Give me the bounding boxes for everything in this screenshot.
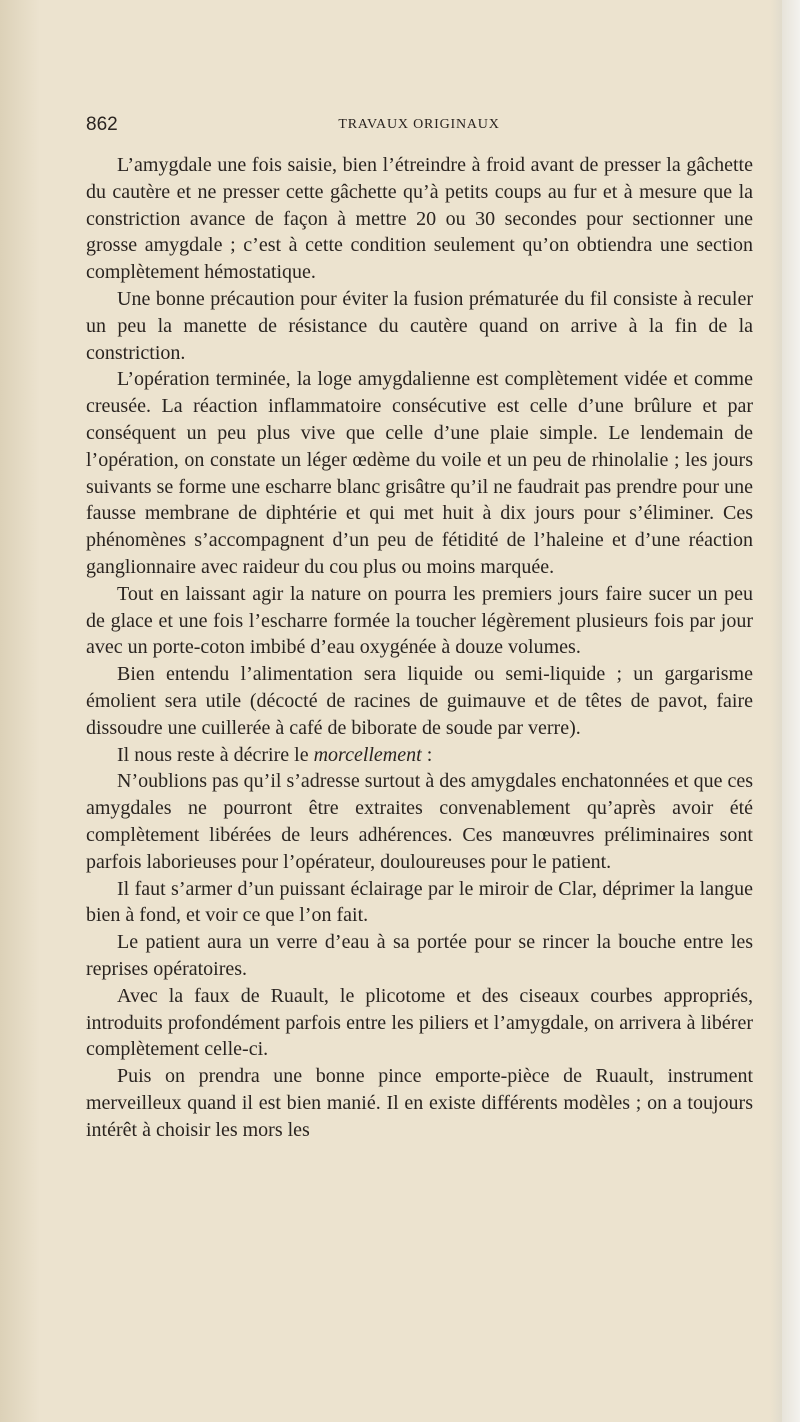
paragraph: Le patient aura un verre d’eau à sa portée pour se rincer la bouche entre les reprises opératoires. — [86, 931, 753, 980]
page-edge — [782, 0, 800, 1422]
paragraph: Tout en laissant agir la nature on pourra les premiers jours faire sucer un peu de glace et une fois l’escharre formée la toucher légèrement plusieurs fois par jour avec un porte-coton imbibé d’eau oxygénée à douze volumes. — [86, 582, 753, 659]
paragraph-morcellement — [86, 742, 753, 769]
page-header — [86, 114, 752, 142]
paragraph: Il faut s’armer d’un puissant éclairage par le miroir de Clar, déprimer la langue bien à fond, et voir ce que l’on fait. — [86, 877, 753, 927]
page-number: 862 — [86, 114, 118, 135]
paragraph: Puis on prendra une bonne pince emporte-pièce de Ruault, instrument merveilleux quand il est bien manié. Il en existe différents modèles ; on a toujours intérêt à choisir les mors les — [86, 1065, 753, 1141]
paragraph: Bien entendu l’alimentation sera liquide ou semi-liquide ; un gargarisme émolient sera utile (décocté de racines de guimauve et de têtes de pavot, faire dissoudre une cuillerée à café de biborate de soude par verre). — [86, 663, 753, 739]
italic-term: morcellement — [313, 743, 422, 766]
paragraph: L’amygdale une fois saisie, bien l’étreindre à froid avant de presser la gâchette du cautère et ne presser cette gâchette qu’à petits coups au fur et à mesure que la constriction avance de façon à mettre 20 ou 30 secondes pour sectionner une grosse amygdale ; c’est à cette condition seulement qu’on obtiendra une section complètement hémostatique. — [86, 154, 753, 284]
paragraph: Avec la faux de Ruault, le plicotome et des ciseaux courbes appropriés, introduits profondément parfois entre les piliers et l’amygdale, on arrivera à libérer complètement celle-ci. — [86, 984, 753, 1061]
paragraph: L’opération terminée, la loge amygdalienne est complètement vidée et comme creusée. La réaction inflammatoire consécutive est celle d’une brûlure et par conséquent un peu plus vive que celle d’une plaie simple. Le lendemain de l’opération, on constate un léger œdème du voile et un peu de rhinolalie ; les jours suivants se forme une escharre blanc grisâtre qu’il ne faudrait pas prendre pour une fausse membrane de diphtérie et qui met huit à dix jours pour s’éliminer. Ces phénomènes s’accompagnent d’un peu de fétidité de l’haleine et d’une réaction ganglionnaire avec raideur du cou plus ou moins marquée. — [86, 368, 753, 578]
paragraph-lead: Il nous reste à décrire le — [117, 743, 314, 766]
running-head: TRAVAUX ORIGINAUX — [338, 117, 500, 132]
paragraph: Une bonne précaution pour éviter la fusion prématurée du fil consiste à reculer un peu la manette de résistance du cautère quand on arrive à la fin de la constriction. — [86, 287, 753, 364]
paragraph-tail: : — [421, 743, 433, 766]
body-text — [86, 152, 753, 1143]
paragraph: N’oublions pas qu’il s’adresse surtout à des amygdales enchatonnées et que ces amygdales ne pourront être extraites convenablement qu’après avoir été complètement libérées de leurs adhérences. Ces manœuvres préliminaires sont parfois laborieuses pour l’opérateur, douloureuses pour le patient. — [86, 770, 753, 873]
